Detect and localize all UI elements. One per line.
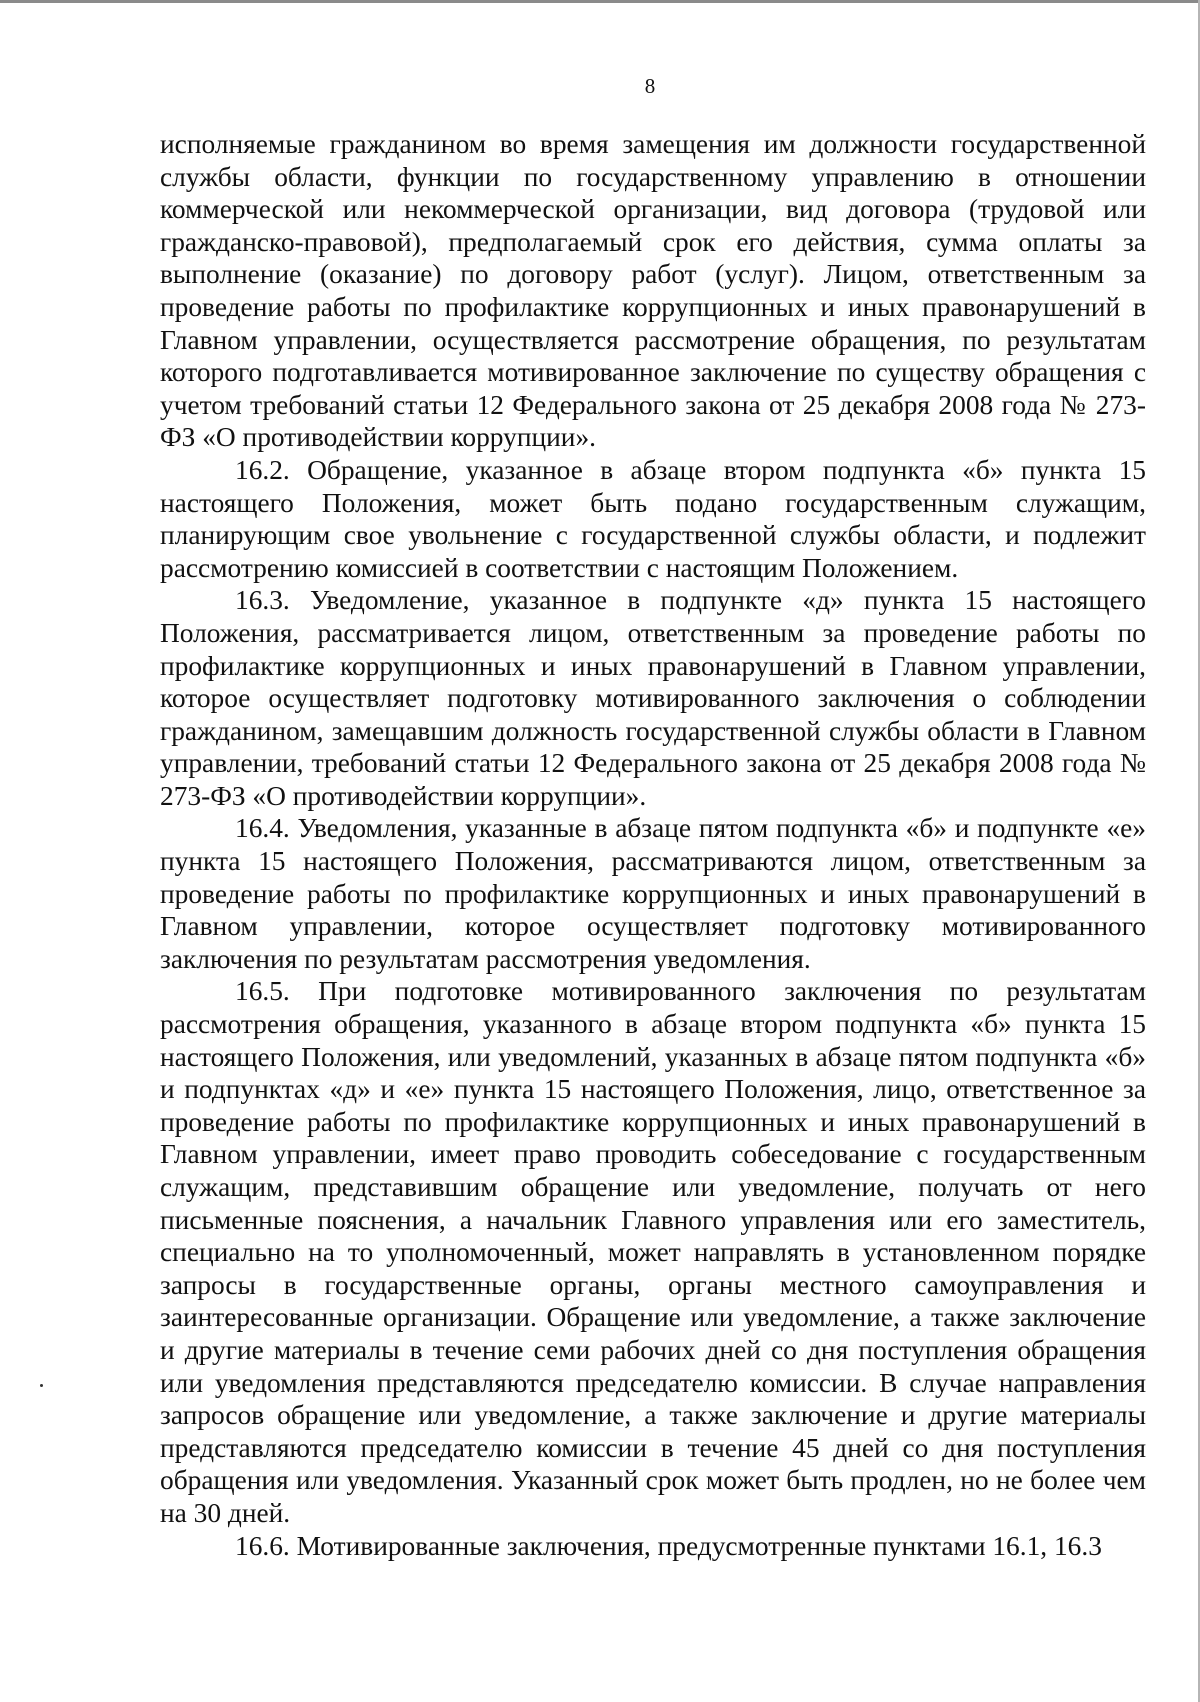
paragraph-continuation: исполняемые гражданином во время замещения им должности государственной службы области, функции по государственному управлению в отношении коммерческой или некоммерческой организации, вид договора (трудовой или гражданско-правовой), предполагаемый срок его действия, сумма оплаты за выполнение (оказание) по договору работ (услуг). Лицом, ответственным за проведение работы по профилактике коррупционных и иных правонарушений в Главном управлении, осуществляется рассмотрение обращения, по результатам которого подготавливается мотивированное заключение по существу обращения с учетом требований статьи 12 Федерального закона от 25 декабря 2008 года № 273-ФЗ «О противодействии коррупции». <box>160 129 1146 453</box>
page-number: 8 <box>644 74 656 98</box>
scan-top-edge <box>0 0 1200 3</box>
paragraph-16-2: 16.2. Обращение, указанное в абзаце втором подпункта «б» пункта 15 настоящего Положения, может быть подано государственным служащим, планирующим свое увольнение с государственной службы области, и подлежит рассмотрению комиссией в соответствии с настоящим Положением. <box>160 454 1146 583</box>
paragraph-16-6: 16.6. Мотивированные заключения, предусмотренные пунктами 16.1, 16.3 <box>235 1530 1102 1561</box>
paragraph-16-3: 16.3. Уведомление, указанное в подпункте «д» пункта 15 настоящего Положения, рассматривается лицом, ответственным за проведение работы по профилактике коррупционных и иных правонарушений в Главном управлении, которое осуществляет подготовку мотивированного заключения о соблюдении гражданином, замещавшим должность государственной службы области в Главном управлении, требований статьи 12 Федерального закона от 25 декабря 2008 года № 273-ФЗ «О противодействии коррупции». <box>160 585 1146 811</box>
paragraph-16-4: 16.4. Уведомления, указанные в абзаце пятом подпункта «б» и подпункте «е» пункта 15 настоящего Положения, рассматриваются лицом, ответственным за проведение работы по профилактике коррупционных и иных правонарушений в Главном управлении, которое осуществляет подготовку мотивированного заключения по результатам рассмотрения уведомления. <box>160 813 1146 974</box>
document-body <box>160 128 1146 1562</box>
scan-artifact-dot <box>40 1384 43 1387</box>
paragraph-16-5: 16.5. При подготовке мотивированного заключения по результатам рассмотрения обращения, указанного в абзаце втором подпункта «б» пункта 15 настоящего Положения, или уведомлений, указанных в абзаце пятом подпункта «б» и подпунктах «д» и «е» пункта 15 настоящего Положения, лицо, ответственное за проведение работы по профилактике коррупционных и иных правонарушений в Главном управлении, имеет право проводить собеседование с государственным служащим, представившим обращение или уведомление, получать от него письменные пояснения, а начальник Главного управления или его заместитель, специально на то уполномоченный, может направлять в установленном порядке запросы в государственные органы, органы местного самоуправления и заинтересованные организации. Обращение или уведомление, а также заключение и другие материалы в течение семи рабочих дней со дня поступления обращения или уведомления представляются председателю комиссии. В случае направления запросов обращение или уведомление, а также заключение и другие материалы представляются председателю комиссии в течение 45 дней со дня поступления обращения или уведомления. Указанный срок может быть продлен, но не более чем на 30 дней. <box>160 976 1146 1528</box>
